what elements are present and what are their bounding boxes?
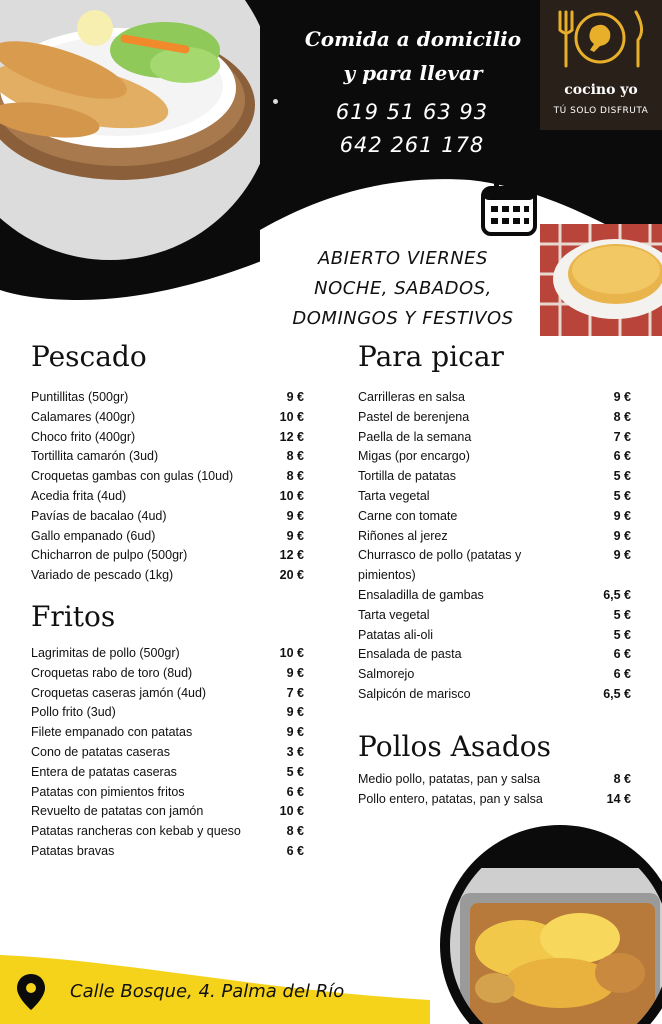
item-name: Chicharron de pulpo (500gr) bbox=[31, 548, 188, 563]
para-picar-list bbox=[358, 388, 631, 705]
item-name: Calamares (400gr) bbox=[31, 409, 136, 424]
menu-item bbox=[31, 842, 304, 862]
fritos-list bbox=[31, 644, 304, 862]
menu-item bbox=[31, 487, 304, 507]
item-name: Tortillita camarón (3ud) bbox=[31, 449, 159, 464]
menu-item bbox=[31, 743, 304, 763]
logo bbox=[540, 0, 662, 130]
logo-slogan: TÚ SOLO DISFRUTA bbox=[553, 106, 649, 116]
section-fritos bbox=[31, 600, 304, 862]
item-price: 6 € bbox=[613, 647, 631, 662]
tortilla-photo bbox=[540, 224, 662, 336]
menu-item bbox=[31, 546, 304, 566]
item-name: Patatas con pimientos fritos bbox=[31, 784, 185, 799]
item-price: 9 € bbox=[286, 528, 304, 543]
menu-item bbox=[358, 388, 631, 408]
menu-item bbox=[358, 626, 631, 646]
item-price: 6,5 € bbox=[603, 686, 631, 701]
menu-item bbox=[358, 665, 631, 685]
item-price: 5 € bbox=[286, 764, 304, 779]
item-name: Puntillitas (500gr) bbox=[31, 390, 129, 404]
item-name: Patatas bravas bbox=[31, 843, 115, 858]
item-price: 6 € bbox=[286, 843, 304, 858]
menu-item bbox=[31, 644, 304, 664]
item-name: Pavías de bacalao (4ud) bbox=[31, 508, 167, 523]
item-name: Cono de patatas caseras bbox=[31, 744, 170, 759]
item-name: Carrilleras en salsa bbox=[358, 390, 465, 404]
item-price: 5 € bbox=[613, 607, 631, 622]
address: Calle Bosque, 4. Palma del Río bbox=[70, 981, 345, 1002]
menu-item bbox=[31, 664, 304, 684]
menu-item bbox=[358, 546, 631, 586]
calendar-icon bbox=[478, 178, 540, 240]
item-name: Paella de la semana bbox=[358, 429, 472, 444]
item-price: 9 € bbox=[286, 508, 304, 523]
item-name: Pollo frito (3ud) bbox=[31, 705, 116, 720]
item-name: Choco frito (400gr) bbox=[31, 429, 136, 444]
item-name: Entera de patatas caseras bbox=[31, 764, 177, 779]
item-price: 10 € bbox=[279, 409, 304, 424]
section-title-fritos: Fritos bbox=[31, 600, 116, 633]
tagline-line2: y para llevar bbox=[343, 61, 483, 85]
gratin-tray-photo bbox=[450, 868, 662, 1024]
item-name: Salpicón de marisco bbox=[358, 686, 471, 701]
section-pescado bbox=[31, 340, 304, 586]
item-price: 7 € bbox=[286, 685, 304, 700]
item-price: 5 € bbox=[613, 469, 631, 484]
item-price: 9 € bbox=[613, 508, 631, 523]
menu-item bbox=[31, 763, 304, 783]
item-name: Pastel de berenjena bbox=[358, 409, 470, 424]
item-price: 5 € bbox=[613, 488, 631, 503]
section-para-picar bbox=[358, 340, 631, 705]
menu-item bbox=[31, 467, 304, 487]
menu-item bbox=[358, 527, 631, 547]
menu-item bbox=[31, 703, 304, 723]
menu-item bbox=[31, 428, 304, 448]
item-name: Churrasco de pollo (patatas y pimientos) bbox=[358, 548, 522, 583]
item-price: 10 € bbox=[279, 646, 304, 660]
item-name: Croquetas gambas con gulas (10ud) bbox=[31, 469, 234, 484]
menu-item bbox=[31, 783, 304, 803]
fork-knife-chicken-icon bbox=[550, 6, 650, 70]
menu-item bbox=[358, 467, 631, 487]
item-price: 6 € bbox=[613, 667, 631, 682]
item-name: Patatas rancheras con kebab y queso bbox=[31, 824, 241, 839]
item-price: 20 € bbox=[279, 568, 304, 583]
menu-item bbox=[358, 606, 631, 626]
menu-item bbox=[358, 586, 631, 606]
menu-item bbox=[358, 408, 631, 428]
item-price: 5 € bbox=[613, 627, 631, 642]
item-name: Migas (por encargo) bbox=[358, 449, 470, 464]
item-price: 10 € bbox=[279, 488, 304, 503]
item-price: 8 € bbox=[613, 409, 631, 424]
item-price: 8 € bbox=[286, 449, 304, 464]
item-name: Filete empanado con patatas bbox=[31, 725, 193, 740]
section-pollos-asados bbox=[358, 730, 631, 810]
item-price: 6,5 € bbox=[603, 587, 631, 602]
item-price: 9 € bbox=[613, 548, 631, 563]
item-price: 9 € bbox=[286, 390, 304, 404]
item-name: Variado de pescado (1kg) bbox=[31, 568, 174, 583]
item-name: Carne con tomate bbox=[358, 508, 458, 523]
item-name: Revuelto de patatas con jamón bbox=[31, 804, 204, 819]
item-price: 9 € bbox=[613, 390, 631, 404]
tagline-line1: Comida a domicilio bbox=[304, 27, 522, 51]
menu-item bbox=[31, 822, 304, 842]
item-price: 6 € bbox=[286, 784, 304, 799]
item-price: 8 € bbox=[286, 824, 304, 839]
phone-number-2[interactable]: 642 261 178 bbox=[339, 133, 485, 157]
item-price: 8 € bbox=[613, 772, 631, 786]
section-title-para-picar: Para picar bbox=[358, 340, 504, 373]
menu-item bbox=[31, 684, 304, 704]
menu-item bbox=[31, 527, 304, 547]
item-price: 9 € bbox=[286, 705, 304, 720]
menu-item bbox=[31, 723, 304, 743]
item-price: 12 € bbox=[279, 548, 304, 563]
item-name: Ensalada de pasta bbox=[358, 647, 462, 662]
item-price: 8 € bbox=[286, 469, 304, 484]
menu-item bbox=[31, 447, 304, 467]
menu-item bbox=[358, 790, 631, 810]
item-name: Gallo empanado (6ud) bbox=[31, 528, 156, 543]
section-title-pescado: Pescado bbox=[31, 340, 147, 373]
item-name: Tarta vegetal bbox=[358, 607, 430, 622]
item-name: Pollo entero, patatas, pan y salsa bbox=[358, 791, 543, 806]
item-name: Tortilla de patatas bbox=[358, 469, 456, 484]
item-price: 9 € bbox=[286, 665, 304, 680]
item-name: Salmorejo bbox=[358, 667, 415, 682]
menu-item bbox=[358, 487, 631, 507]
item-price: 9 € bbox=[286, 725, 304, 740]
decorative-dot bbox=[273, 99, 278, 104]
opening-line2: NOCHE, SABADOS, bbox=[314, 278, 492, 299]
item-name: Lagrimitas de pollo (500gr) bbox=[31, 646, 180, 660]
menu-item bbox=[31, 802, 304, 822]
menu-item bbox=[31, 566, 304, 586]
item-name: Medio pollo, patatas, pan y salsa bbox=[358, 772, 541, 786]
item-name: Tarta vegetal bbox=[358, 488, 430, 503]
menu-item bbox=[358, 770, 631, 790]
item-name: Patatas ali-oli bbox=[358, 627, 434, 642]
item-name: Croquetas rabo de toro (8ud) bbox=[31, 665, 193, 680]
item-name: Ensaladilla de gambas bbox=[358, 587, 484, 602]
menu-item bbox=[358, 428, 631, 448]
logo-name: cocino yo bbox=[564, 82, 638, 98]
item-price: 7 € bbox=[613, 429, 631, 444]
menu-item bbox=[31, 507, 304, 527]
opening-line3: DOMINGOS Y FESTIVOS bbox=[292, 308, 514, 329]
item-price: 3 € bbox=[286, 744, 304, 759]
section-title-pollos-asados: Pollos Asados bbox=[358, 730, 552, 763]
item-price: 9 € bbox=[613, 528, 631, 543]
item-name: Acedia frita (4ud) bbox=[31, 488, 127, 503]
item-price: 10 € bbox=[279, 804, 304, 819]
menu-item bbox=[358, 645, 631, 665]
pescado-list bbox=[31, 388, 304, 586]
menu-item bbox=[31, 408, 304, 428]
pollos-list bbox=[358, 770, 631, 810]
opening-line1: ABIERTO VIERNES bbox=[317, 248, 488, 269]
menu-item bbox=[358, 507, 631, 527]
phone-number-1[interactable]: 619 51 63 93 bbox=[335, 100, 489, 124]
menu-item bbox=[31, 388, 304, 408]
item-name: Riñones al jerez bbox=[358, 528, 448, 543]
item-price: 14 € bbox=[606, 791, 631, 806]
item-name: Croquetas caseras jamón (4ud) bbox=[31, 685, 207, 700]
item-price: 6 € bbox=[613, 449, 631, 464]
menu-item bbox=[358, 447, 631, 467]
item-price: 12 € bbox=[279, 429, 304, 444]
location-pin-icon bbox=[14, 972, 48, 1012]
fried-fish-photo bbox=[0, 0, 260, 270]
menu-item bbox=[358, 685, 631, 705]
